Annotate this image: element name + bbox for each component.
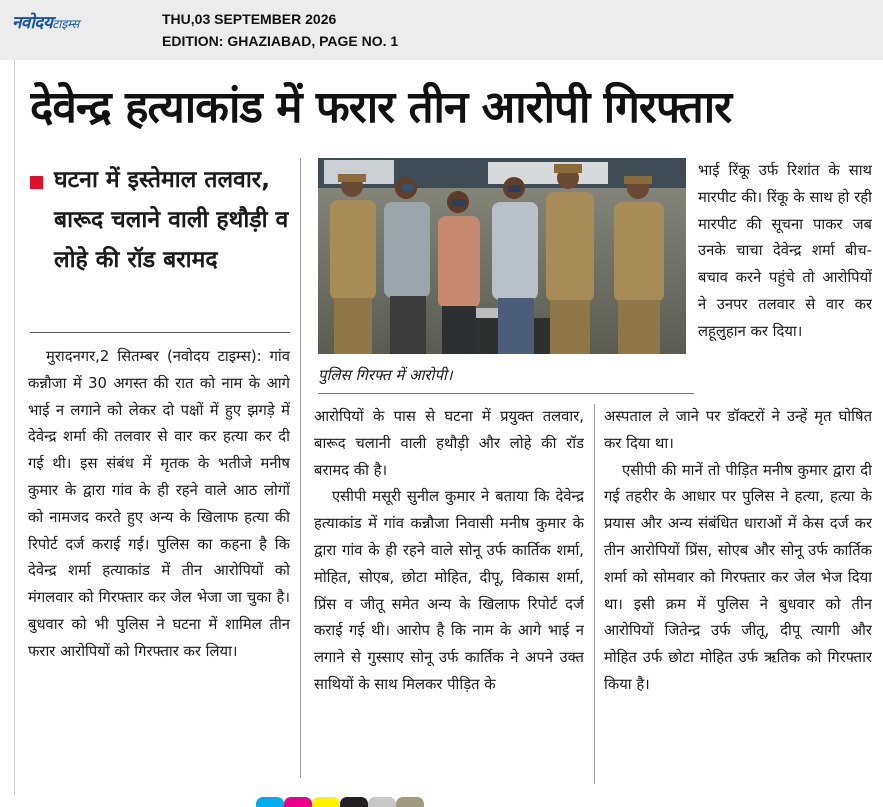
article-subhead-block: [30, 160, 292, 330]
column-divider: [594, 404, 595, 784]
edition-info: [162, 8, 398, 52]
col3-paragraph: अस्पताल ले जाने पर डॉक्टरों ने उन्हें मृत घोषित कर दिया था।: [604, 408, 872, 452]
col2-paragraph: एसीपी मसूरी सुनील कुमार ने बताया कि देवेन्द्र हत्याकांड में गांव कन्नौजा निवासी मनीष कुमार के द्वारा गांव के ही रहने वाले सोनू उर्फ कार्तिक शर्मा, मोहित, सोएब, छोटा मोहित, दीपू, विकास शर्मा, प्रिंस व जीतू समेत अन्य के खिलाफ रिपोर्ट दर्ज कराई गई थी। आरोप है कि नाम के आगे भाई न लगाने से गुस्साए सोनू उर्फ कार्तिक ने अपने उक्त साथियों के साथ मिलकर पीड़ित के: [314, 488, 584, 693]
edition-header-bar: [0, 0, 883, 60]
arrest-photo: [318, 158, 686, 354]
col2-paragraph: आरोपियों के पास से घटना में प्रयुक्त तलवार, बारूद चलानी वाली हथौड़ी और लोहे की रॉड बरामद की है।: [314, 408, 584, 479]
newspaper-logo: [12, 10, 79, 33]
article-column-3-top: [698, 158, 872, 404]
col3-paragraph: एसीपी की मानें तो पीड़ित मनीष कुमार द्वारा दी गई तहरीर के आधार पर पुलिस ने हत्या, हत्या के प्रयास और अन्य संबंधित धाराओं में केस दर्ज कर तीन आरोपियों प्रिंस, सोएब और सोनू उर्फ कार्तिक शर्मा को सोमवार को गिरफ्तार कर जेल भेज दिया था। इसी क्रम में पुलिस ने बुधवार को तीन आरोपियों जितेन्द्र उर्फ जीतू, दीपू त्यागी और मोहित उर्फ छोटा मोहित उर्फ ऋतिक को गिरफ्तार किया है।: [604, 461, 872, 693]
article-column-1: [28, 344, 290, 794]
edition-date: THU,03 SEPTEMBER 2026: [162, 11, 337, 27]
photo-illustration: [318, 158, 686, 354]
edition-page: EDITION: GHAZIABAD, PAGE NO. 1: [162, 33, 399, 49]
color-swatch: [284, 797, 312, 807]
print-color-swatches: [256, 797, 436, 807]
logo-sub-text: टाइम्स: [52, 17, 80, 31]
col1-paragraph: मुरादनगर,2 सितम्बर (नवोदय टाइम्स): गांव कन्नौजा में 30 अगस्त की रात को नाम के आगे भाई न लगाने को लेकर दो पक्षों में हुए झगड़े में देवेन्द्र शर्मा की तलवार से वार कर हत्या कर दी गई थी। इस संबंध में मृतक के भतीजे मनीष कुमार के द्वारा गांव के ही रहने वाले आठ लोगों को नामजद करते हुए अन्य के खिलाफ हत्या की रिपोर्ट दर्ज कराई गई। पुलिस का कहना है कि देवेन्द्र शर्मा हत्याकांड में तीन आरोपियों को मंगलवार को गिरफ्तार कर जेल भेजा जा चुका है। बुधवार को भी पुलिस ने घटना में शामिल तीन फरार आरोपियों को गिरफ्तार कर लिया।: [28, 348, 290, 660]
article-column-3: [604, 404, 872, 794]
color-swatch: [396, 797, 424, 807]
col3-top-paragraph: भाई रिंकू उर्फ रिशांत के साथ मारपीट की। रिंकू के साथ हो रही मारपीट की सूचना पाकर जब उनके चाचा देवेन्द्र शर्मा बीच-बचाव करने पहुंचे तो आरोपियों ने उनपर तलवार से वार कर लहूलुहान कर दिया।: [698, 162, 872, 340]
subhead-divider: [30, 332, 290, 333]
logo-main-text: नवोदय: [12, 13, 53, 33]
article-headline: देवेन्द्र हत्याकांड में फरार तीन आरोपी गिरफ्तार: [30, 82, 732, 133]
column-divider: [300, 158, 301, 778]
article-column-2: [314, 404, 584, 794]
red-square-bullet-icon: [30, 176, 43, 189]
photo-caption: पुलिस गिरफ्त में आरोपी।: [318, 366, 453, 384]
caption-divider: [318, 393, 694, 394]
article-subhead: घटना में इस्तेमाल तलवार, बारूद चलाने वाली हथौड़ी व लोहे की रॉड बरामद: [54, 167, 289, 273]
color-swatch: [368, 797, 396, 807]
color-swatch: [256, 797, 284, 807]
color-swatch: [312, 797, 340, 807]
color-swatch: [340, 797, 368, 807]
page-edge-line: [14, 60, 15, 795]
